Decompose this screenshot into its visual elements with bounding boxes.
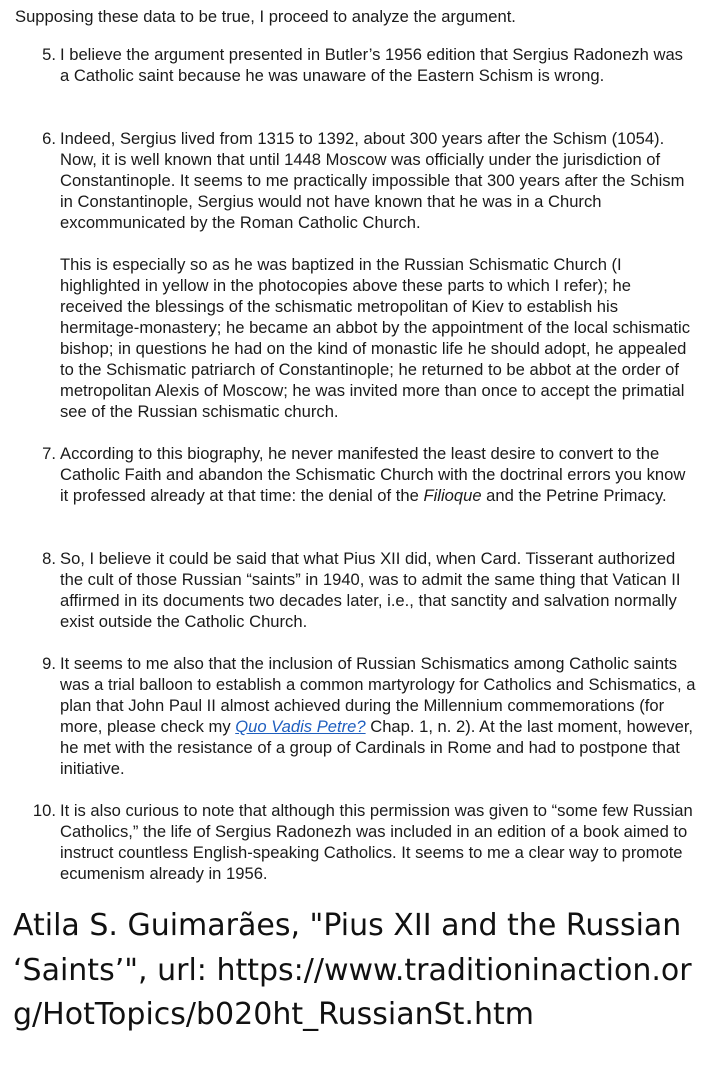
quo-vadis-petre-link[interactable]: Quo Vadis Petre? xyxy=(235,717,366,736)
filioque-term: Filioque xyxy=(423,486,482,505)
list-item-text: I believe the argument presented in Butler’s 1956 edition that Sergius Radonezh was a Catholic saint because he was unaware of the Eastern Schism is wrong. xyxy=(60,45,683,85)
list-item-body xyxy=(60,800,696,884)
list-item-number: 9. xyxy=(42,654,56,673)
list-item-body xyxy=(60,128,696,422)
list-item-text: So, I believe it could be said that what Pius XII did, when Card. Tisserant authorized the cult of those Russian “saints” in 1940, was to admit the same thing that Vatican II affirmed in its documents two decades later, i.e., that sanctity and salvation normally exist outside the Catholic Church. xyxy=(60,549,681,631)
list-item-text: It is also curious to note that although this permission was given to “some few Russian Catholics,” the life of Sergius Radonezh was included in an edition of a book aimed to instruct countless English-speaking Catholics. It seems to me a clear way to promote ecumenism already in 1956. xyxy=(60,801,693,883)
list-item-text: Indeed, Sergius lived from 1315 to 1392, about 300 years after the Schism (1054). Now, it is well known that until 1448 Moscow was officially under the jurisdiction of Constantinople. It seems to me practically impossible that 300 years after the Schism in Constantinople, Sergius would not have known that he was in a Church excommunicated by the Roman Catholic Church. xyxy=(60,129,685,232)
list-item-text-continuation: This is especially so as he was baptized in the Russian Schismatic Church (I highlighted in yellow in the photocopies above these parts to which I refer); he received the blessings of the schismatic metropolitan of Kiev to establish his hermitage-monastery; he became an abbot by the appointment of the local schismatic bishop; in questions he had on the kind of monastic life he should adopt, he appealed to the Schismatic patriarch of Constantinople; he returned to be abbot at the order of metropolitan Alexis of Moscow; he was invited more than once to accept the primatial see of the Russian schismatic church. xyxy=(60,255,690,421)
text-segment: and the Petrine Primacy. xyxy=(481,486,667,505)
list-item-text xyxy=(60,443,696,506)
list-item-number: 10. xyxy=(32,801,56,820)
list-item-number: 7. xyxy=(42,444,56,463)
list-item-body xyxy=(60,44,696,86)
text-segment: According to this biography, he never manifested the least desire to convert to the Catholic Faith and abandon the Schismatic Church with the doctrinal errors you know it professed already at that time: the denial of the xyxy=(60,444,686,505)
list-item-body xyxy=(60,653,696,779)
list-item-text xyxy=(60,653,696,779)
list-item-number: 8. xyxy=(42,549,56,568)
list-item-number: 5. xyxy=(42,45,56,64)
source-citation: Atila S. Guimarães, "Pius XII and the Russian ‘Saints’", url: https://www.traditioninaction.org/HotTopics/b020ht_RussianSt.htm xyxy=(13,908,692,1032)
intro-paragraph: Supposing these data to be true, I proceed to analyze the argument. xyxy=(15,7,516,26)
text-segment: It seems to me also that the inclusion of Russian Schismatics among Catholic saints was a trial balloon to establish a common martyrology for Catholics and Schismatics, a plan that John Paul II almost achieved during the Millennium commemorations (for more, please check my xyxy=(60,654,696,736)
list-item-number: 6. xyxy=(42,129,56,148)
list-item-body xyxy=(60,443,696,506)
list-item-body xyxy=(60,548,696,632)
text-segment: Chap. 1, n. 2). At the last moment, however, he met with the resistance of a group of Cardinals in Rome and had to postpone that initiative. xyxy=(60,717,694,778)
